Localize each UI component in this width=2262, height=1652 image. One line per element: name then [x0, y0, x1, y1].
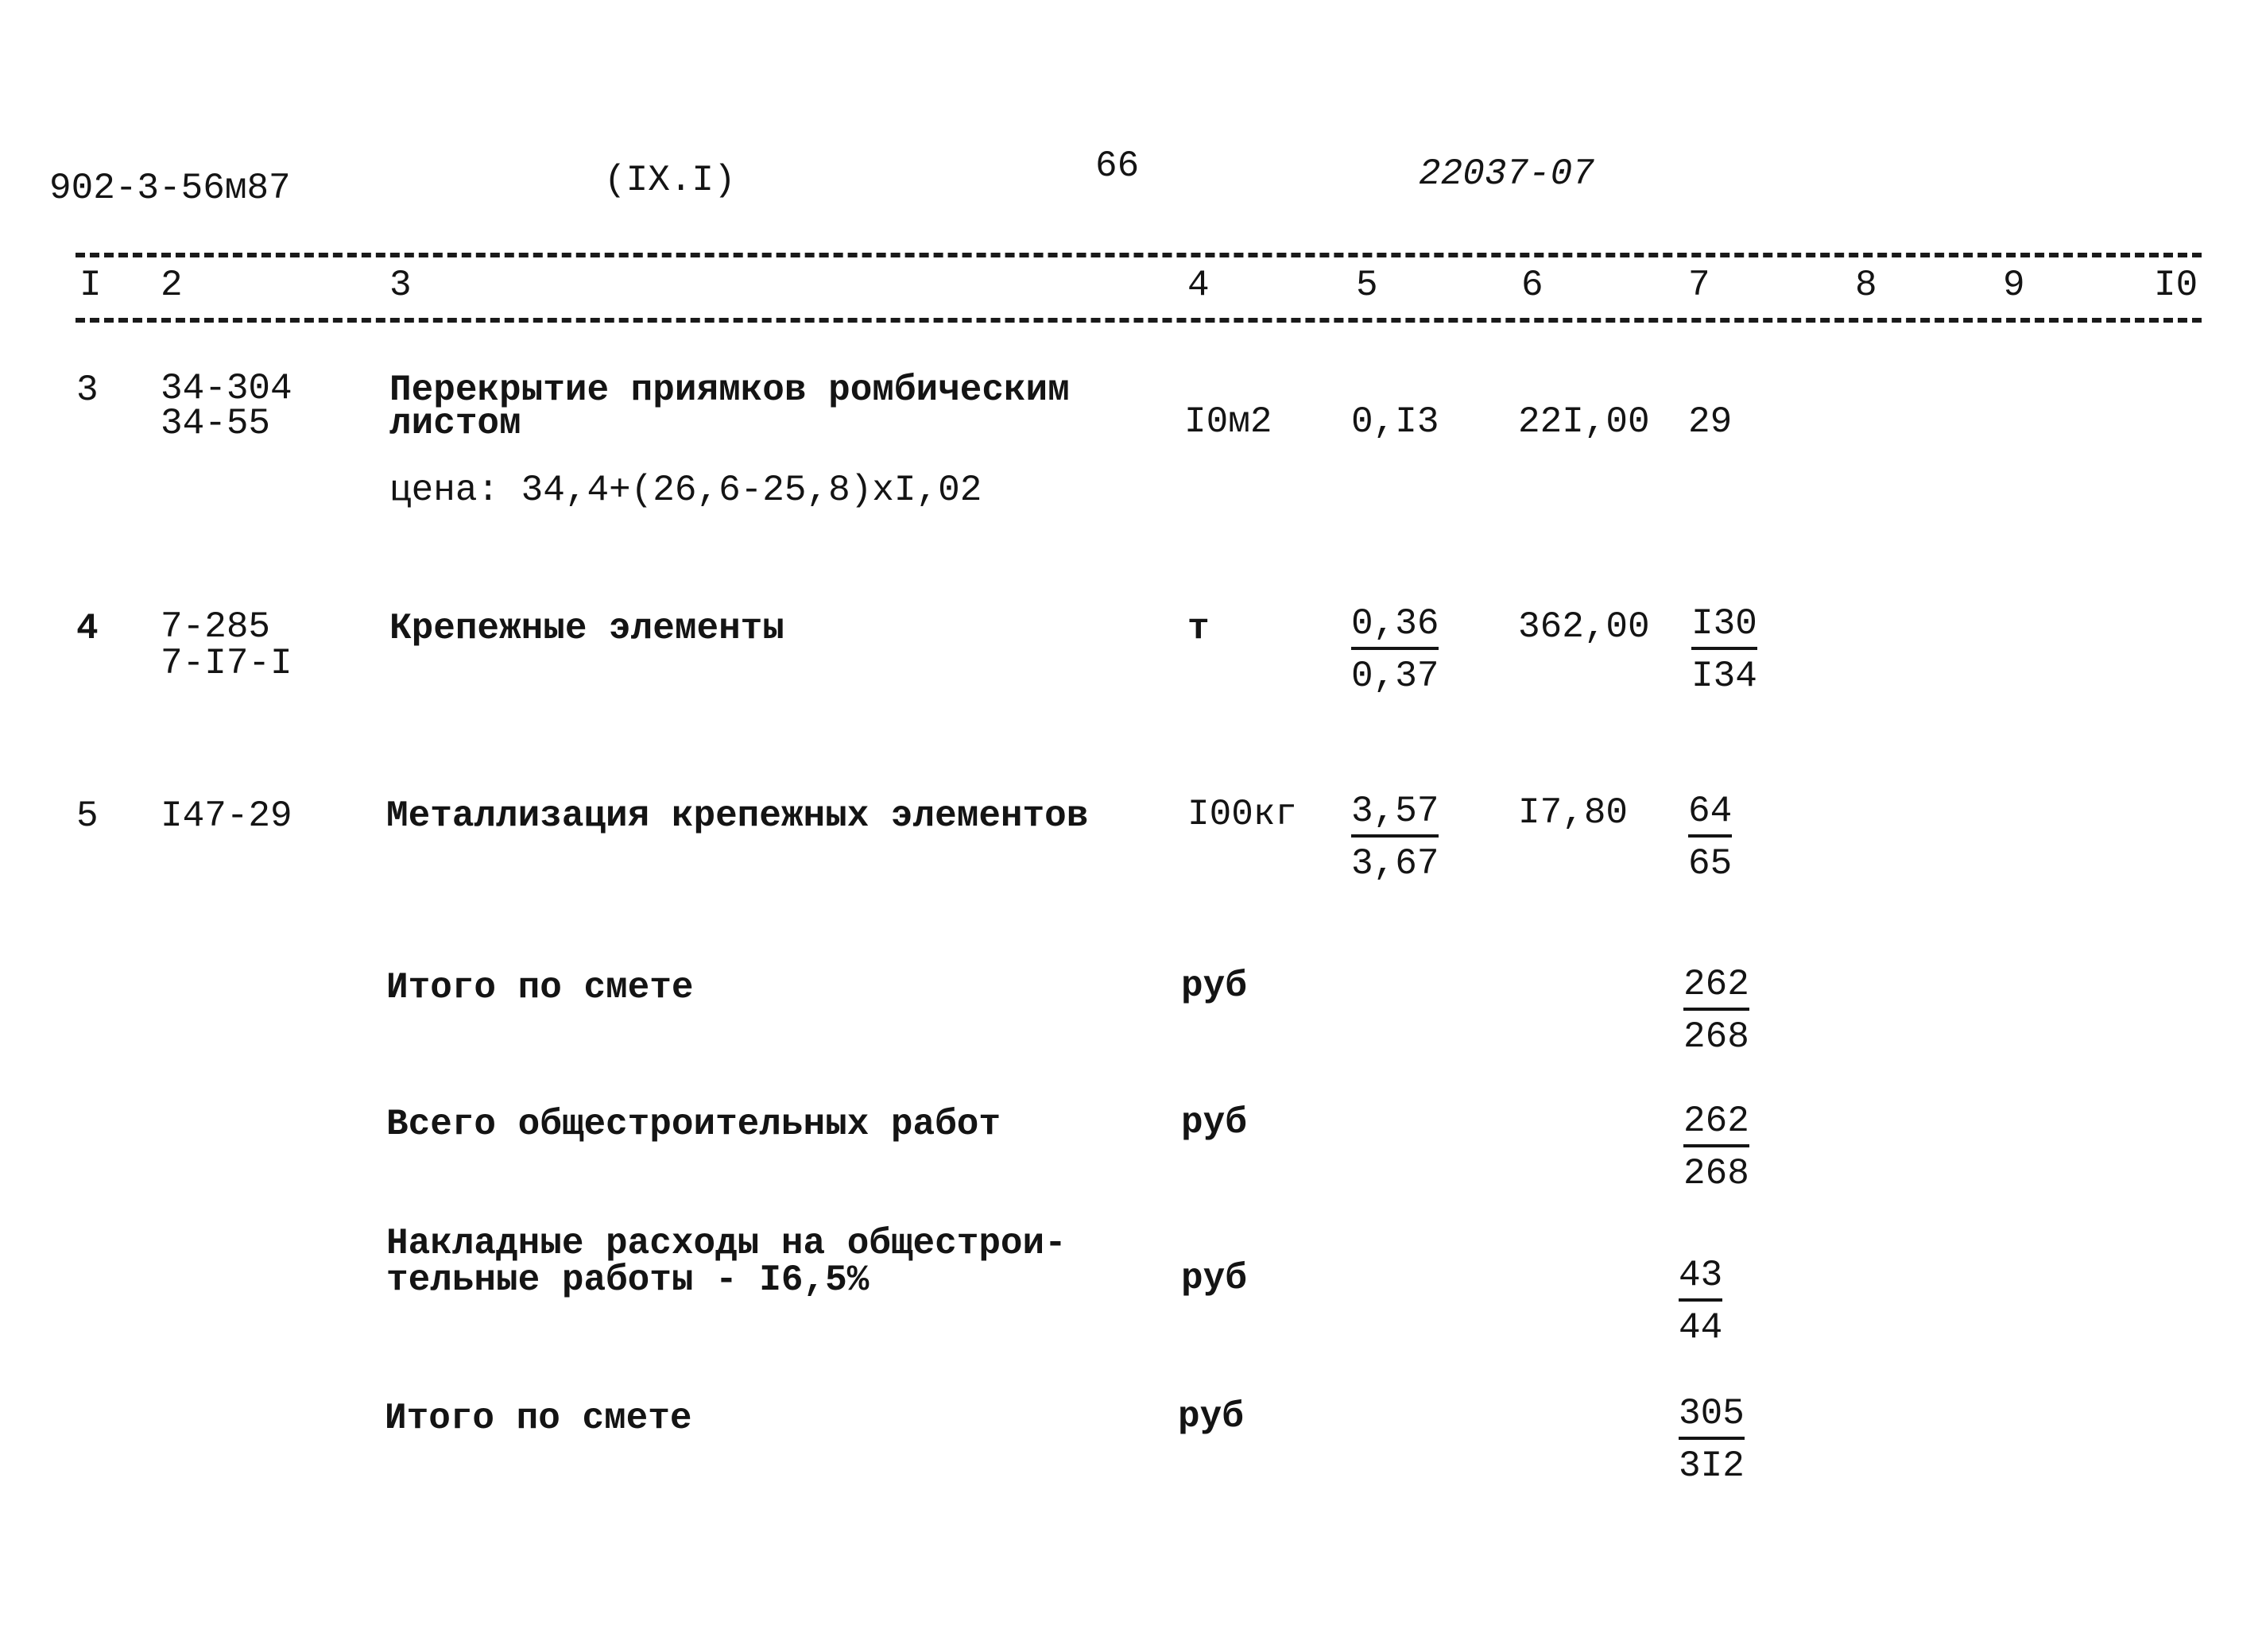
row-code: 34-304 — [161, 368, 292, 409]
row-name: Перекрытие приямков ромбическим — [389, 369, 1070, 411]
row-code: 7-I7-I — [161, 643, 292, 684]
section-label: (IX.I) — [604, 160, 736, 201]
summary-estimate: 43 — [1679, 1257, 1722, 1302]
summary-actual: 3I2 — [1679, 1445, 1745, 1487]
summary-estimate: 262 — [1683, 1103, 1749, 1147]
row-unit: т — [1187, 608, 1210, 649]
header-top-rule — [76, 253, 2202, 257]
row-code: I47-29 — [161, 795, 292, 837]
row-total-fraction — [1688, 793, 1732, 882]
row-price-note: цена: 34,4+(26,6-25,8)xI,02 — [389, 470, 982, 511]
total-estimate: 64 — [1688, 793, 1732, 838]
summary-total-fraction — [1683, 964, 1749, 1058]
row-quantity-fraction — [1351, 603, 1439, 697]
column-header: 7 — [1688, 265, 1710, 306]
row-number: 5 — [76, 795, 99, 837]
column-header: I — [79, 265, 102, 306]
summary-unit: руб — [1181, 965, 1247, 1007]
summary-estimate: 262 — [1683, 966, 1749, 1011]
quantity-estimate: 3,57 — [1351, 793, 1439, 838]
column-header: 5 — [1356, 265, 1378, 306]
summary-label: Итого по смете — [386, 967, 694, 1008]
summary-unit: руб — [1181, 1258, 1247, 1299]
row-number: 3 — [76, 369, 99, 411]
summary-label: тельные работы - I6,5% — [386, 1259, 870, 1301]
column-header: 9 — [2003, 265, 2025, 306]
row-quantity: 0,I3 — [1351, 401, 1439, 443]
quantity-actual: 3,67 — [1351, 843, 1439, 884]
header-bottom-rule — [76, 318, 2202, 323]
row-code: 7-285 — [161, 606, 271, 648]
column-header: 8 — [1855, 265, 1877, 306]
row-name: Металлизация крепежных элементов — [386, 795, 1089, 837]
summary-unit: руб — [1178, 1396, 1244, 1437]
row-unit-price: 22I,00 — [1518, 401, 1650, 443]
row-unit: I00кг — [1187, 794, 1298, 835]
summary-label: Итого по смете — [385, 1398, 692, 1439]
row-unit: I0м2 — [1184, 401, 1272, 443]
column-header: 4 — [1187, 265, 1210, 306]
summary-total-fraction — [1679, 1257, 1722, 1346]
row-total: 29 — [1688, 401, 1733, 443]
summary-actual: 268 — [1683, 1016, 1749, 1058]
total-actual: I34 — [1691, 656, 1757, 697]
summary-total-fraction — [1679, 1393, 1745, 1487]
summary-unit: руб — [1181, 1102, 1247, 1143]
column-header: I0 — [2154, 265, 2198, 306]
summary-total-fraction — [1683, 1103, 1749, 1192]
document-code: 902-3-56м87 — [49, 168, 291, 209]
total-estimate: I30 — [1691, 605, 1757, 650]
column-header: 6 — [1521, 265, 1544, 306]
row-unit-price: I7,80 — [1518, 792, 1629, 834]
row-name: Крепежные элементы — [389, 608, 784, 649]
total-actual: 65 — [1688, 843, 1733, 884]
column-header: 3 — [389, 265, 412, 306]
quantity-actual: 0,37 — [1351, 656, 1439, 697]
row-name: листом — [389, 403, 521, 444]
summary-label: Накладные расходы на общестрои- — [386, 1223, 1067, 1264]
summary-actual: 268 — [1683, 1153, 1749, 1194]
column-header: 2 — [161, 265, 183, 306]
row-quantity-fraction — [1351, 793, 1439, 882]
summary-actual: 44 — [1679, 1307, 1723, 1348]
quantity-estimate: 0,36 — [1351, 605, 1439, 650]
page-number: 66 — [1095, 145, 1140, 187]
summary-estimate: 305 — [1679, 1395, 1745, 1440]
document-number: 22037-07 — [1419, 153, 1594, 195]
row-unit-price: 362,00 — [1518, 606, 1650, 648]
row-number: 4 — [76, 608, 99, 649]
summary-label: Всего общестроительных работ — [386, 1104, 1001, 1145]
row-code: 34-55 — [161, 403, 271, 444]
row-total-fraction — [1691, 603, 1757, 697]
